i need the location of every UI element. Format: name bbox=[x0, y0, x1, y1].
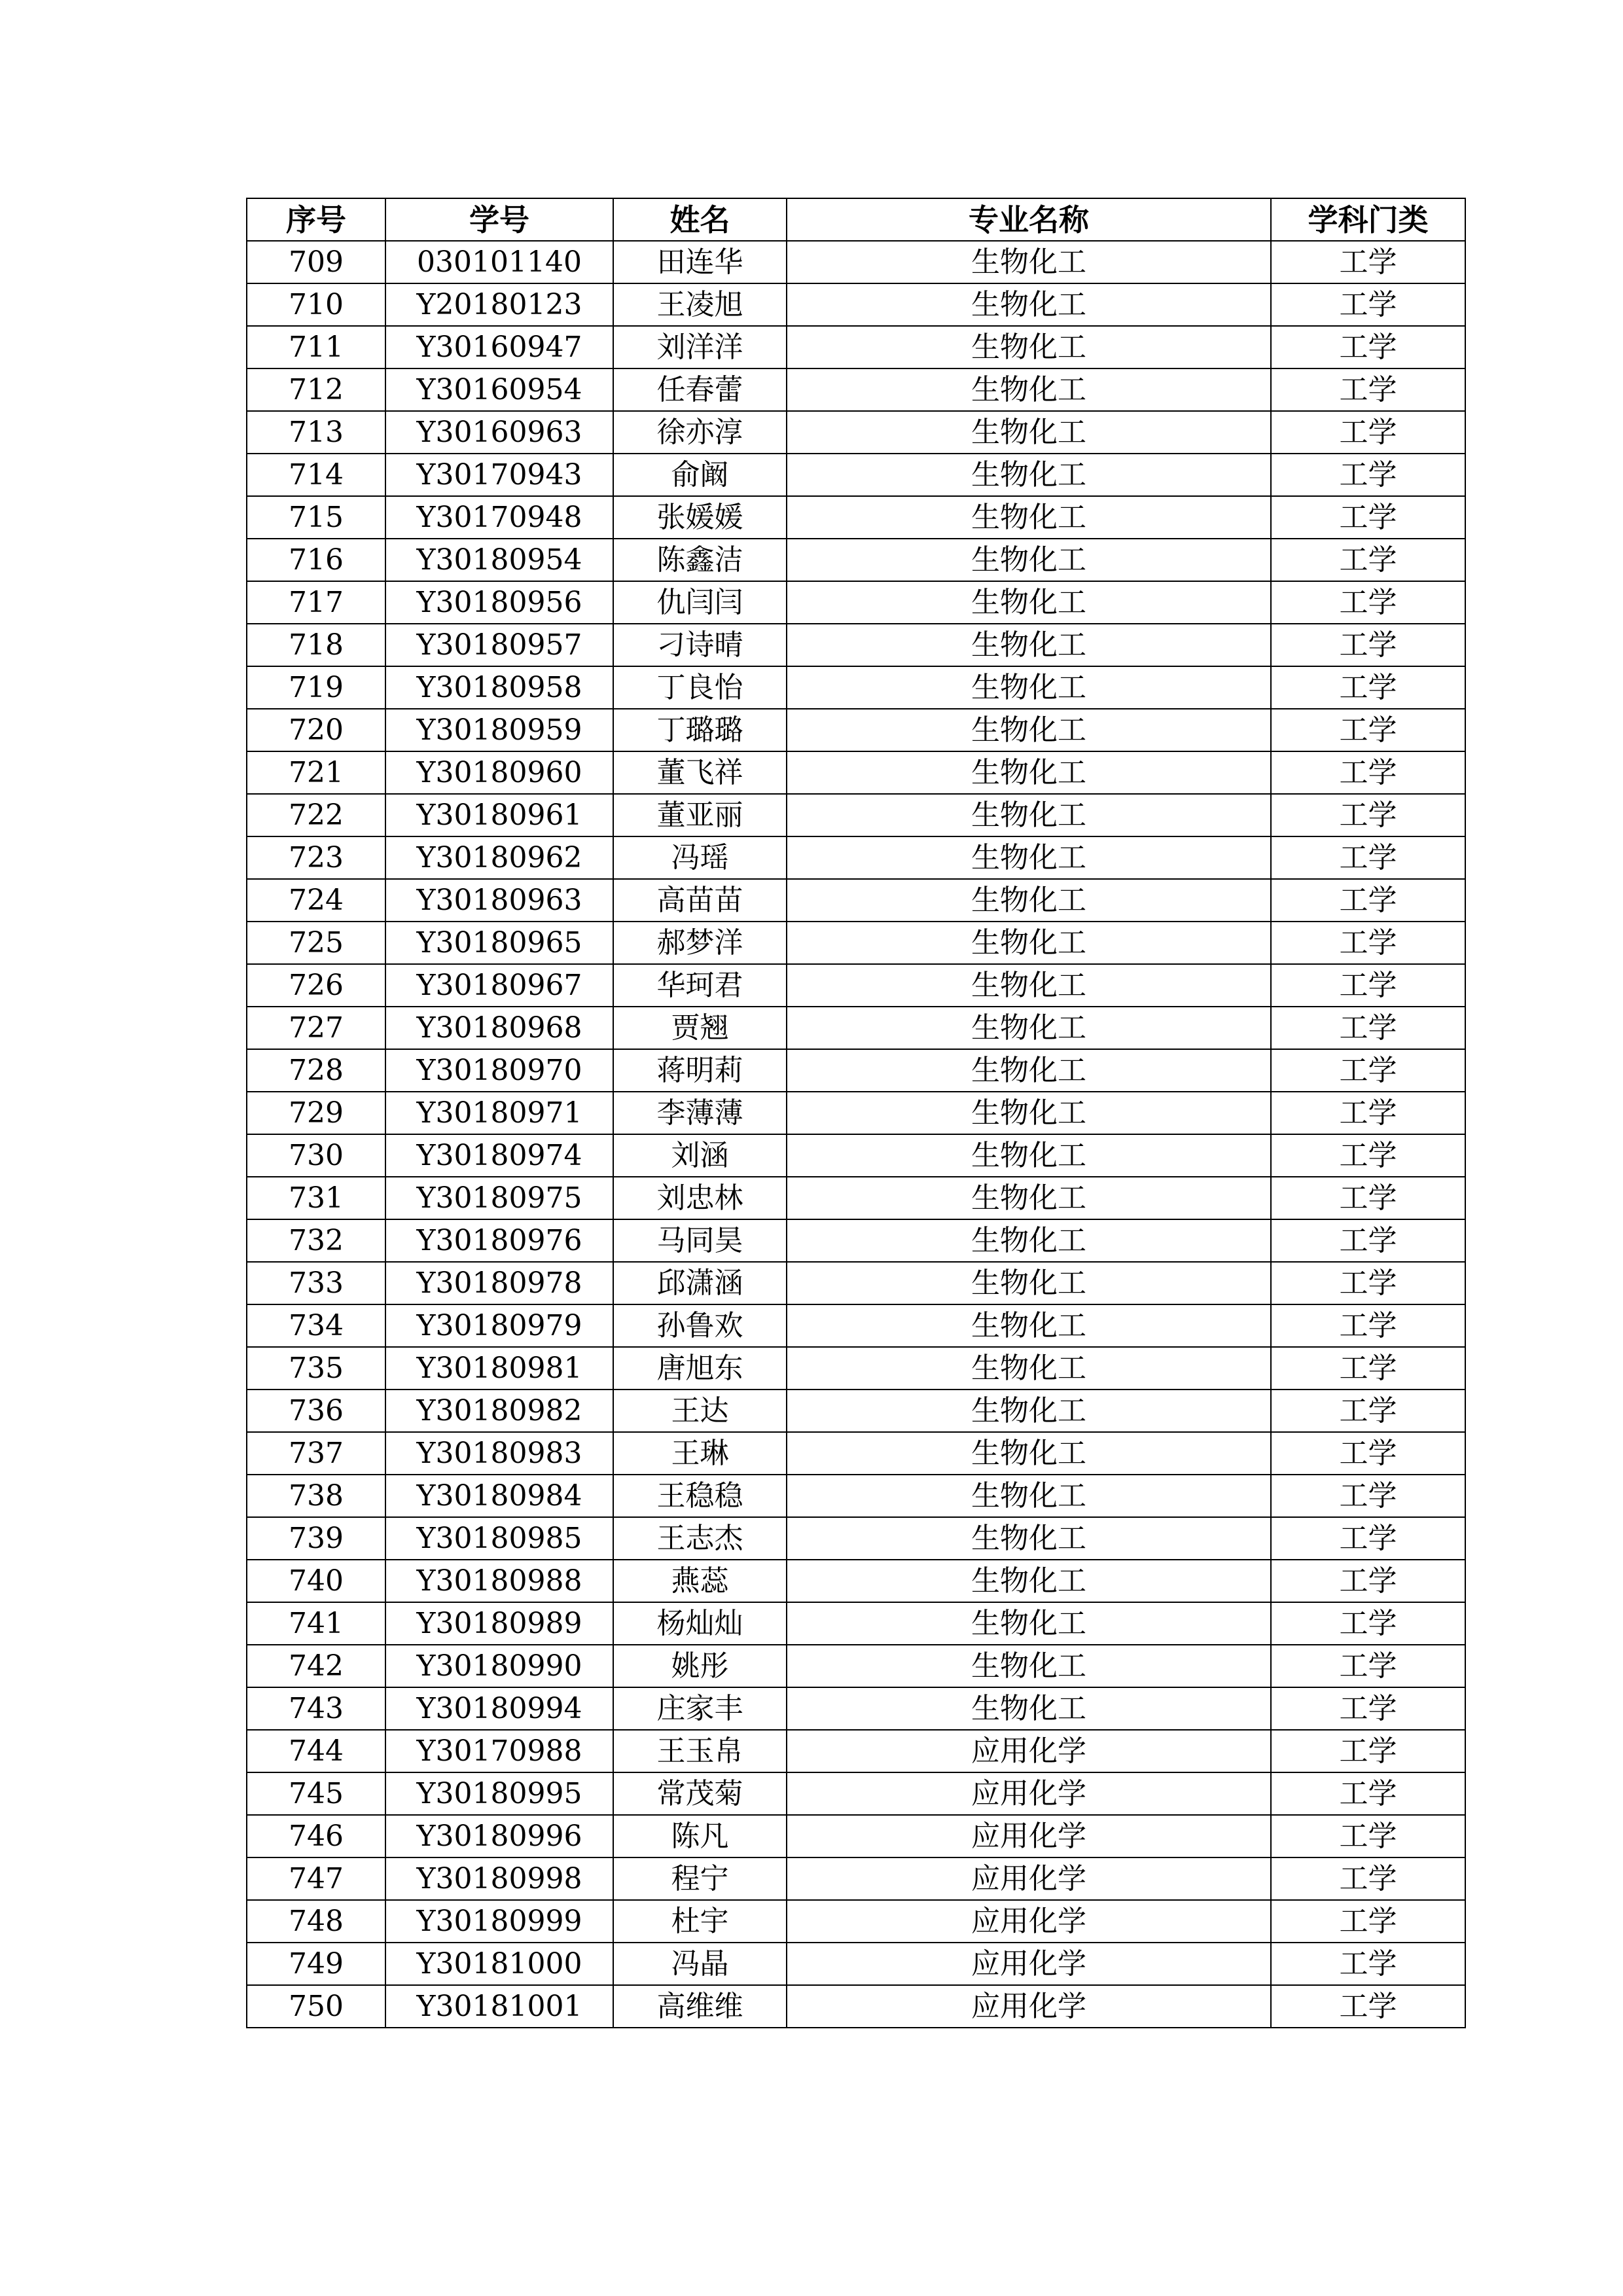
cell-seq: 742 bbox=[247, 1645, 385, 1687]
table-row bbox=[247, 496, 1465, 539]
cell-student-id: Y30180999 bbox=[385, 1900, 613, 1943]
cell-discipline: 工学 bbox=[1271, 1432, 1465, 1475]
cell-seq: 750 bbox=[247, 1985, 385, 2028]
cell-name: 杜宇 bbox=[613, 1900, 787, 1943]
cell-student-id: Y30180975 bbox=[385, 1177, 613, 1219]
cell-discipline: 工学 bbox=[1271, 241, 1465, 283]
cell-major: 应用化学 bbox=[787, 1772, 1271, 1815]
table-row bbox=[247, 1262, 1465, 1304]
cell-major: 应用化学 bbox=[787, 1985, 1271, 2028]
cell-major: 生物化工 bbox=[787, 794, 1271, 836]
cell-discipline: 工学 bbox=[1271, 539, 1465, 581]
cell-name: 王稳稳 bbox=[613, 1475, 787, 1517]
cell-discipline: 工学 bbox=[1271, 1900, 1465, 1943]
cell-seq: 718 bbox=[247, 624, 385, 666]
cell-major: 生物化工 bbox=[787, 1049, 1271, 1092]
table-row bbox=[247, 1602, 1465, 1645]
cell-major: 生物化工 bbox=[787, 1007, 1271, 1049]
cell-seq: 741 bbox=[247, 1602, 385, 1645]
cell-seq: 744 bbox=[247, 1730, 385, 1772]
cell-major: 生物化工 bbox=[787, 496, 1271, 539]
table-row bbox=[247, 964, 1465, 1007]
table-row bbox=[247, 1943, 1465, 1985]
cell-discipline: 工学 bbox=[1271, 1602, 1465, 1645]
cell-student-id: Y30170988 bbox=[385, 1730, 613, 1772]
cell-student-id: Y30180979 bbox=[385, 1304, 613, 1347]
cell-name: 任春蕾 bbox=[613, 368, 787, 411]
cell-name: 徐亦淳 bbox=[613, 411, 787, 454]
cell-name: 燕蕊 bbox=[613, 1560, 787, 1602]
table-row bbox=[247, 1475, 1465, 1517]
cell-student-id: Y30180981 bbox=[385, 1347, 613, 1390]
table-row bbox=[247, 1347, 1465, 1390]
cell-name: 陈凡 bbox=[613, 1815, 787, 1857]
cell-discipline: 工学 bbox=[1271, 666, 1465, 709]
table-row bbox=[247, 1687, 1465, 1730]
cell-discipline: 工学 bbox=[1271, 368, 1465, 411]
cell-seq: 712 bbox=[247, 368, 385, 411]
cell-seq: 736 bbox=[247, 1390, 385, 1432]
cell-discipline: 工学 bbox=[1271, 1687, 1465, 1730]
cell-major: 生物化工 bbox=[787, 241, 1271, 283]
cell-name: 王达 bbox=[613, 1390, 787, 1432]
cell-student-id: Y30180971 bbox=[385, 1092, 613, 1134]
cell-name: 孙鲁欢 bbox=[613, 1304, 787, 1347]
table-row bbox=[247, 1560, 1465, 1602]
cell-name: 张媛媛 bbox=[613, 496, 787, 539]
cell-major: 生物化工 bbox=[787, 666, 1271, 709]
cell-discipline: 工学 bbox=[1271, 836, 1465, 879]
cell-student-id: Y30180995 bbox=[385, 1772, 613, 1815]
cell-student-id: Y30180978 bbox=[385, 1262, 613, 1304]
table-row bbox=[247, 283, 1465, 326]
cell-discipline: 工学 bbox=[1271, 964, 1465, 1007]
table-row bbox=[247, 1772, 1465, 1815]
cell-name: 庄家丰 bbox=[613, 1687, 787, 1730]
cell-name: 冯瑶 bbox=[613, 836, 787, 879]
cell-student-id: Y30180965 bbox=[385, 922, 613, 964]
cell-seq: 725 bbox=[247, 922, 385, 964]
cell-seq: 719 bbox=[247, 666, 385, 709]
table-row bbox=[247, 709, 1465, 751]
table-row bbox=[247, 922, 1465, 964]
table-row bbox=[247, 1857, 1465, 1900]
cell-name: 王志杰 bbox=[613, 1517, 787, 1560]
cell-student-id: Y30180994 bbox=[385, 1687, 613, 1730]
cell-student-id: Y30181000 bbox=[385, 1943, 613, 1985]
cell-name: 丁良怡 bbox=[613, 666, 787, 709]
table-row bbox=[247, 411, 1465, 454]
cell-discipline: 工学 bbox=[1271, 1560, 1465, 1602]
table-row bbox=[247, 794, 1465, 836]
cell-discipline: 工学 bbox=[1271, 922, 1465, 964]
cell-discipline: 工学 bbox=[1271, 283, 1465, 326]
cell-seq: 735 bbox=[247, 1347, 385, 1390]
header-seq: 序号 bbox=[247, 198, 385, 241]
cell-discipline: 工学 bbox=[1271, 496, 1465, 539]
cell-name: 邱潇涵 bbox=[613, 1262, 787, 1304]
cell-student-id: Y30180974 bbox=[385, 1134, 613, 1177]
cell-name: 郝梦洋 bbox=[613, 922, 787, 964]
cell-discipline: 工学 bbox=[1271, 1730, 1465, 1772]
cell-discipline: 工学 bbox=[1271, 1262, 1465, 1304]
table-row bbox=[247, 836, 1465, 879]
cell-major: 生物化工 bbox=[787, 1645, 1271, 1687]
cell-student-id: Y30180962 bbox=[385, 836, 613, 879]
cell-seq: 716 bbox=[247, 539, 385, 581]
cell-discipline: 工学 bbox=[1271, 1304, 1465, 1347]
cell-discipline: 工学 bbox=[1271, 1134, 1465, 1177]
cell-name: 仇闫闫 bbox=[613, 581, 787, 624]
cell-name: 董亚丽 bbox=[613, 794, 787, 836]
table-row bbox=[247, 454, 1465, 496]
cell-major: 生物化工 bbox=[787, 411, 1271, 454]
cell-name: 刘涵 bbox=[613, 1134, 787, 1177]
cell-seq: 722 bbox=[247, 794, 385, 836]
cell-name: 俞阚 bbox=[613, 454, 787, 496]
cell-seq: 747 bbox=[247, 1857, 385, 1900]
table-row bbox=[247, 1432, 1465, 1475]
table-row bbox=[247, 1092, 1465, 1134]
cell-discipline: 工学 bbox=[1271, 1049, 1465, 1092]
cell-name: 丁璐璐 bbox=[613, 709, 787, 751]
cell-discipline: 工学 bbox=[1271, 1772, 1465, 1815]
cell-seq: 717 bbox=[247, 581, 385, 624]
cell-major: 生物化工 bbox=[787, 1560, 1271, 1602]
cell-major: 应用化学 bbox=[787, 1857, 1271, 1900]
table-row bbox=[247, 751, 1465, 794]
cell-discipline: 工学 bbox=[1271, 326, 1465, 368]
cell-student-id: Y30180998 bbox=[385, 1857, 613, 1900]
cell-discipline: 工学 bbox=[1271, 1007, 1465, 1049]
cell-major: 生物化工 bbox=[787, 1687, 1271, 1730]
cell-student-id: Y30180982 bbox=[385, 1390, 613, 1432]
cell-discipline: 工学 bbox=[1271, 1177, 1465, 1219]
table-row bbox=[247, 666, 1465, 709]
table-row bbox=[247, 1645, 1465, 1687]
cell-major: 生物化工 bbox=[787, 1262, 1271, 1304]
cell-major: 生物化工 bbox=[787, 581, 1271, 624]
cell-seq: 726 bbox=[247, 964, 385, 1007]
table-row bbox=[247, 241, 1465, 283]
cell-seq: 746 bbox=[247, 1815, 385, 1857]
cell-discipline: 工学 bbox=[1271, 1475, 1465, 1517]
cell-student-id: Y30180989 bbox=[385, 1602, 613, 1645]
cell-seq: 731 bbox=[247, 1177, 385, 1219]
cell-major: 生物化工 bbox=[787, 283, 1271, 326]
cell-name: 杨灿灿 bbox=[613, 1602, 787, 1645]
cell-discipline: 工学 bbox=[1271, 624, 1465, 666]
cell-seq: 745 bbox=[247, 1772, 385, 1815]
cell-seq: 734 bbox=[247, 1304, 385, 1347]
cell-discipline: 工学 bbox=[1271, 581, 1465, 624]
cell-student-id: 030101140 bbox=[385, 241, 613, 283]
cell-major: 生物化工 bbox=[787, 539, 1271, 581]
cell-seq: 709 bbox=[247, 241, 385, 283]
table-row bbox=[247, 1007, 1465, 1049]
cell-major: 生物化工 bbox=[787, 964, 1271, 1007]
cell-student-id: Y30180963 bbox=[385, 879, 613, 922]
table-row bbox=[247, 368, 1465, 411]
cell-student-id: Y30180956 bbox=[385, 581, 613, 624]
cell-student-id: Y30170948 bbox=[385, 496, 613, 539]
table-row bbox=[247, 1517, 1465, 1560]
cell-student-id: Y30180954 bbox=[385, 539, 613, 581]
cell-seq: 738 bbox=[247, 1475, 385, 1517]
cell-seq: 723 bbox=[247, 836, 385, 879]
cell-seq: 713 bbox=[247, 411, 385, 454]
cell-student-id: Y20180123 bbox=[385, 283, 613, 326]
cell-seq: 733 bbox=[247, 1262, 385, 1304]
cell-name: 马同昊 bbox=[613, 1219, 787, 1262]
cell-student-id: Y30180985 bbox=[385, 1517, 613, 1560]
cell-discipline: 工学 bbox=[1271, 411, 1465, 454]
cell-name: 刁诗晴 bbox=[613, 624, 787, 666]
cell-seq: 749 bbox=[247, 1943, 385, 1985]
cell-major: 生物化工 bbox=[787, 1347, 1271, 1390]
cell-major: 生物化工 bbox=[787, 879, 1271, 922]
cell-name: 田连华 bbox=[613, 241, 787, 283]
cell-seq: 710 bbox=[247, 283, 385, 326]
cell-major: 应用化学 bbox=[787, 1815, 1271, 1857]
cell-major: 生物化工 bbox=[787, 1177, 1271, 1219]
cell-major: 生物化工 bbox=[787, 709, 1271, 751]
cell-student-id: Y30180970 bbox=[385, 1049, 613, 1092]
cell-discipline: 工学 bbox=[1271, 454, 1465, 496]
cell-discipline: 工学 bbox=[1271, 1219, 1465, 1262]
cell-discipline: 工学 bbox=[1271, 1857, 1465, 1900]
cell-discipline: 工学 bbox=[1271, 1517, 1465, 1560]
cell-major: 生物化工 bbox=[787, 454, 1271, 496]
cell-name: 唐旭东 bbox=[613, 1347, 787, 1390]
table-row bbox=[247, 326, 1465, 368]
cell-student-id: Y30180984 bbox=[385, 1475, 613, 1517]
cell-major: 生物化工 bbox=[787, 1475, 1271, 1517]
cell-discipline: 工学 bbox=[1271, 1943, 1465, 1985]
cell-major: 生物化工 bbox=[787, 922, 1271, 964]
cell-student-id: Y30180958 bbox=[385, 666, 613, 709]
cell-seq: 711 bbox=[247, 326, 385, 368]
cell-seq: 724 bbox=[247, 879, 385, 922]
cell-seq: 715 bbox=[247, 496, 385, 539]
cell-major: 生物化工 bbox=[787, 326, 1271, 368]
cell-student-id: Y30170943 bbox=[385, 454, 613, 496]
cell-major: 生物化工 bbox=[787, 1134, 1271, 1177]
cell-name: 冯晶 bbox=[613, 1943, 787, 1985]
cell-seq: 728 bbox=[247, 1049, 385, 1092]
cell-major: 生物化工 bbox=[787, 624, 1271, 666]
cell-student-id: Y30180961 bbox=[385, 794, 613, 836]
cell-name: 刘忠林 bbox=[613, 1177, 787, 1219]
cell-major: 生物化工 bbox=[787, 368, 1271, 411]
roster-body bbox=[247, 241, 1465, 2028]
table-row bbox=[247, 1177, 1465, 1219]
cell-student-id: Y30180988 bbox=[385, 1560, 613, 1602]
table-row bbox=[247, 1730, 1465, 1772]
cell-name: 高维维 bbox=[613, 1985, 787, 2028]
cell-major: 生物化工 bbox=[787, 1517, 1271, 1560]
header-row bbox=[247, 198, 1465, 241]
table-row bbox=[247, 879, 1465, 922]
cell-student-id: Y30160963 bbox=[385, 411, 613, 454]
cell-major: 生物化工 bbox=[787, 1432, 1271, 1475]
cell-seq: 714 bbox=[247, 454, 385, 496]
cell-name: 姚彤 bbox=[613, 1645, 787, 1687]
cell-major: 生物化工 bbox=[787, 836, 1271, 879]
cell-name: 陈鑫洁 bbox=[613, 539, 787, 581]
cell-name: 王琳 bbox=[613, 1432, 787, 1475]
cell-discipline: 工学 bbox=[1271, 1092, 1465, 1134]
cell-discipline: 工学 bbox=[1271, 709, 1465, 751]
cell-student-id: Y30180968 bbox=[385, 1007, 613, 1049]
cell-major: 生物化工 bbox=[787, 1602, 1271, 1645]
cell-student-id: Y30180976 bbox=[385, 1219, 613, 1262]
cell-major: 应用化学 bbox=[787, 1943, 1271, 1985]
cell-major: 生物化工 bbox=[787, 751, 1271, 794]
cell-name: 高苗苗 bbox=[613, 879, 787, 922]
cell-name: 程宁 bbox=[613, 1857, 787, 1900]
header-discipline: 学科门类 bbox=[1271, 198, 1465, 241]
cell-seq: 737 bbox=[247, 1432, 385, 1475]
cell-seq: 727 bbox=[247, 1007, 385, 1049]
cell-name: 董飞祥 bbox=[613, 751, 787, 794]
cell-student-id: Y30180959 bbox=[385, 709, 613, 751]
table-row bbox=[247, 1304, 1465, 1347]
table-row bbox=[247, 1900, 1465, 1943]
cell-student-id: Y30160954 bbox=[385, 368, 613, 411]
table-row bbox=[247, 1390, 1465, 1432]
cell-discipline: 工学 bbox=[1271, 1347, 1465, 1390]
cell-name: 常茂菊 bbox=[613, 1772, 787, 1815]
cell-seq: 743 bbox=[247, 1687, 385, 1730]
cell-discipline: 工学 bbox=[1271, 1815, 1465, 1857]
cell-discipline: 工学 bbox=[1271, 1985, 1465, 2028]
table-row bbox=[247, 624, 1465, 666]
table-row bbox=[247, 1815, 1465, 1857]
cell-student-id: Y30180967 bbox=[385, 964, 613, 1007]
cell-major: 生物化工 bbox=[787, 1390, 1271, 1432]
cell-name: 王玉帛 bbox=[613, 1730, 787, 1772]
table-row bbox=[247, 1049, 1465, 1092]
cell-discipline: 工学 bbox=[1271, 1390, 1465, 1432]
cell-seq: 748 bbox=[247, 1900, 385, 1943]
cell-discipline: 工学 bbox=[1271, 879, 1465, 922]
cell-seq: 730 bbox=[247, 1134, 385, 1177]
table-row bbox=[247, 539, 1465, 581]
cell-major: 生物化工 bbox=[787, 1219, 1271, 1262]
cell-seq: 721 bbox=[247, 751, 385, 794]
cell-discipline: 工学 bbox=[1271, 1645, 1465, 1687]
cell-seq: 740 bbox=[247, 1560, 385, 1602]
cell-student-id: Y30180990 bbox=[385, 1645, 613, 1687]
cell-major: 生物化工 bbox=[787, 1304, 1271, 1347]
cell-student-id: Y30180983 bbox=[385, 1432, 613, 1475]
cell-student-id: Y30180960 bbox=[385, 751, 613, 794]
cell-student-id: Y30180996 bbox=[385, 1815, 613, 1857]
cell-seq: 729 bbox=[247, 1092, 385, 1134]
header-name: 姓名 bbox=[613, 198, 787, 241]
cell-major: 生物化工 bbox=[787, 1092, 1271, 1134]
table-row bbox=[247, 1985, 1465, 2028]
header-student-id: 学号 bbox=[385, 198, 613, 241]
cell-name: 王凌旭 bbox=[613, 283, 787, 326]
cell-student-id: Y30160947 bbox=[385, 326, 613, 368]
cell-major: 应用化学 bbox=[787, 1730, 1271, 1772]
table-row bbox=[247, 1134, 1465, 1177]
roster-table bbox=[246, 198, 1466, 2028]
cell-major: 应用化学 bbox=[787, 1900, 1271, 1943]
header-major: 专业名称 bbox=[787, 198, 1271, 241]
cell-seq: 720 bbox=[247, 709, 385, 751]
cell-discipline: 工学 bbox=[1271, 751, 1465, 794]
table-row bbox=[247, 581, 1465, 624]
cell-name: 贾翘 bbox=[613, 1007, 787, 1049]
table-row bbox=[247, 1219, 1465, 1262]
cell-seq: 739 bbox=[247, 1517, 385, 1560]
cell-name: 刘洋洋 bbox=[613, 326, 787, 368]
cell-discipline: 工学 bbox=[1271, 794, 1465, 836]
cell-seq: 732 bbox=[247, 1219, 385, 1262]
cell-name: 李薄薄 bbox=[613, 1092, 787, 1134]
cell-name: 蒋明莉 bbox=[613, 1049, 787, 1092]
cell-student-id: Y30181001 bbox=[385, 1985, 613, 2028]
cell-name: 华珂君 bbox=[613, 964, 787, 1007]
cell-student-id: Y30180957 bbox=[385, 624, 613, 666]
